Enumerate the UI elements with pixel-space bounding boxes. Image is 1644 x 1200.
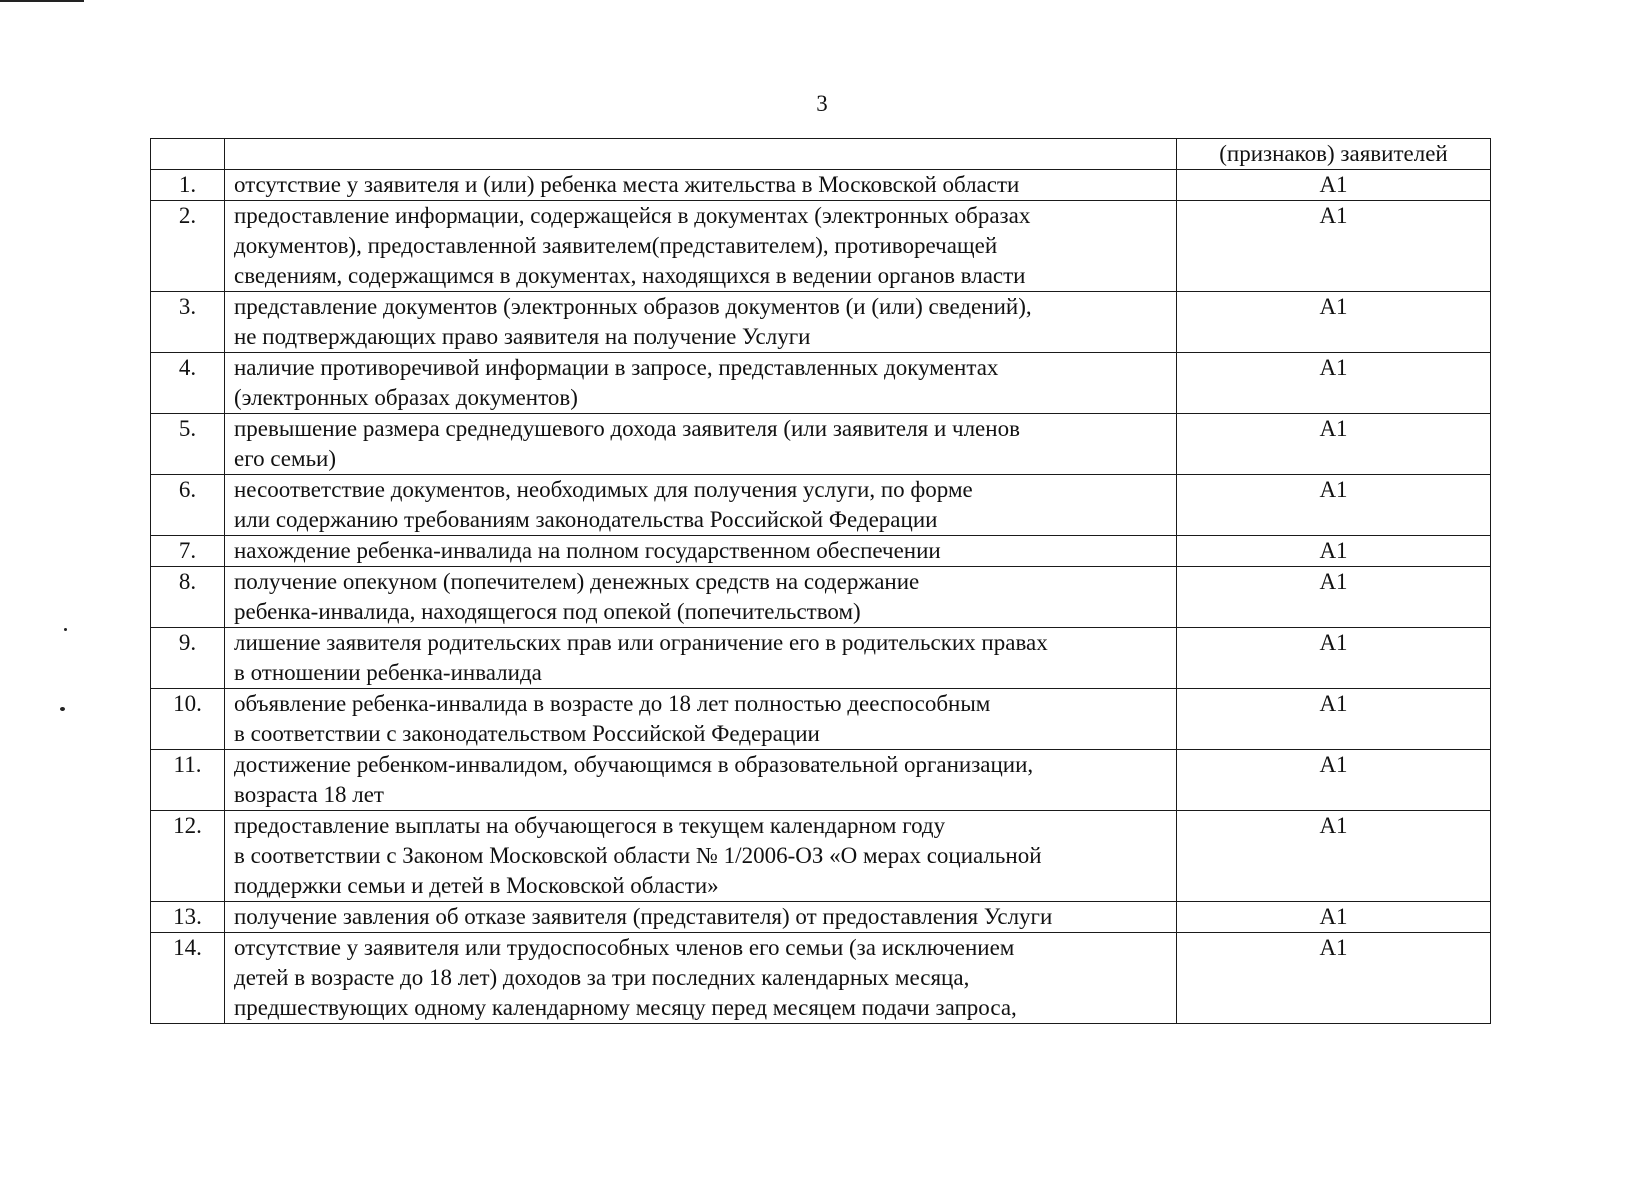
row-number-cell: 14.: [151, 933, 225, 1024]
table-row: [151, 750, 1491, 811]
row-code-cell: А1: [1177, 201, 1491, 292]
table-row: [151, 811, 1491, 902]
scan-edge-line: [0, 0, 84, 2]
row-text-cell: отсутствие у заявителя или трудоспособных членов его семьи (за исключением детей в возрасте до 18 лет) доходов за три последних календарных месяца, предшествующих одному календарному месяцу перед месяцем подачи запроса,: [225, 933, 1177, 1024]
row-text-cell: наличие противоречивой информации в запросе, представленных документах (электронных образах документов): [225, 353, 1177, 414]
row-code-cell: А1: [1177, 750, 1491, 811]
row-text-cell: предоставление информации, содержащейся в документах (электронных образах документов), предоставленной заявителем(представителем), противоречащей сведениям, содержащимся в документах, находящихся в ведении органов власти: [225, 201, 1177, 292]
row-code-cell: А1: [1177, 567, 1491, 628]
table-row: [151, 902, 1491, 933]
scan-speck: [60, 707, 65, 711]
row-number-cell: 4.: [151, 353, 225, 414]
table-row: [151, 353, 1491, 414]
header-code-cell: (признаков) заявителей: [1177, 139, 1491, 170]
row-text-cell: нахождение ребенка-инвалида на полном государственном обеспечении: [225, 536, 1177, 567]
row-number-cell: 5.: [151, 414, 225, 475]
row-code-cell: А1: [1177, 933, 1491, 1024]
row-code-cell: А1: [1177, 902, 1491, 933]
row-text-cell: несоответствие документов, необходимых для получения услуги, по форме или содержанию требованиям законодательства Российской Федерации: [225, 475, 1177, 536]
scan-speck: [64, 628, 67, 631]
row-number-cell: 8.: [151, 567, 225, 628]
table-row: [151, 201, 1491, 292]
row-number-cell: 2.: [151, 201, 225, 292]
row-code-cell: А1: [1177, 689, 1491, 750]
table-row: [151, 536, 1491, 567]
row-code-cell: А1: [1177, 536, 1491, 567]
table-row: [151, 689, 1491, 750]
row-code-cell: А1: [1177, 170, 1491, 201]
row-number-cell: 9.: [151, 628, 225, 689]
header-text-cell: [225, 139, 1177, 170]
row-number-cell: 11.: [151, 750, 225, 811]
row-number-cell: 1.: [151, 170, 225, 201]
row-code-cell: А1: [1177, 292, 1491, 353]
row-text-cell: получение завления об отказе заявителя (представителя) от предоставления Услуги: [225, 902, 1177, 933]
row-text-cell: получение опекуном (попечителем) денежных средств на содержание ребенка-инвалида, находящегося под опекой (попечительством): [225, 567, 1177, 628]
table-row: [151, 567, 1491, 628]
row-text-cell: отсутствие у заявителя и (или) ребенка места жительства в Московской области: [225, 170, 1177, 201]
row-code-cell: А1: [1177, 628, 1491, 689]
row-number-cell: 13.: [151, 902, 225, 933]
header-number-cell: [151, 139, 225, 170]
row-text-cell: представление документов (электронных образов документов (и (или) сведений), не подтверждающих право заявителя на получение Услуги: [225, 292, 1177, 353]
table-header-row: [151, 139, 1491, 170]
row-number-cell: 3.: [151, 292, 225, 353]
table-row: [151, 292, 1491, 353]
row-text-cell: лишение заявителя родительских прав или ограничение его в родительских правах в отношении ребенка-инвалида: [225, 628, 1177, 689]
row-text-cell: предоставление выплаты на обучающегося в текущем календарном году в соответствии с Законом Московской области № 1/2006-ОЗ «О мерах социальной поддержки семьи и детей в Московской области»: [225, 811, 1177, 902]
row-code-cell: А1: [1177, 811, 1491, 902]
row-text-cell: достижение ребенком-инвалидом, обучающимся в образовательной организации, возраста 18 лет: [225, 750, 1177, 811]
row-text-cell: объявление ребенка-инвалида в возрасте до 18 лет полностью дееспособным в соответствии с законодательством Российской Федерации: [225, 689, 1177, 750]
table-row: [151, 628, 1491, 689]
table-row: [151, 475, 1491, 536]
table-row: [151, 414, 1491, 475]
row-number-cell: 12.: [151, 811, 225, 902]
table-row: [151, 170, 1491, 201]
row-code-cell: А1: [1177, 475, 1491, 536]
row-code-cell: А1: [1177, 353, 1491, 414]
row-code-cell: А1: [1177, 414, 1491, 475]
requirements-table: [150, 138, 1491, 1024]
row-number-cell: 6.: [151, 475, 225, 536]
row-number-cell: 10.: [151, 689, 225, 750]
row-number-cell: 7.: [151, 536, 225, 567]
page-number: 3: [816, 91, 828, 116]
row-text-cell: превышение размера среднедушевого дохода заявителя (или заявителя и членов его семьи): [225, 414, 1177, 475]
table-row: [151, 933, 1491, 1024]
